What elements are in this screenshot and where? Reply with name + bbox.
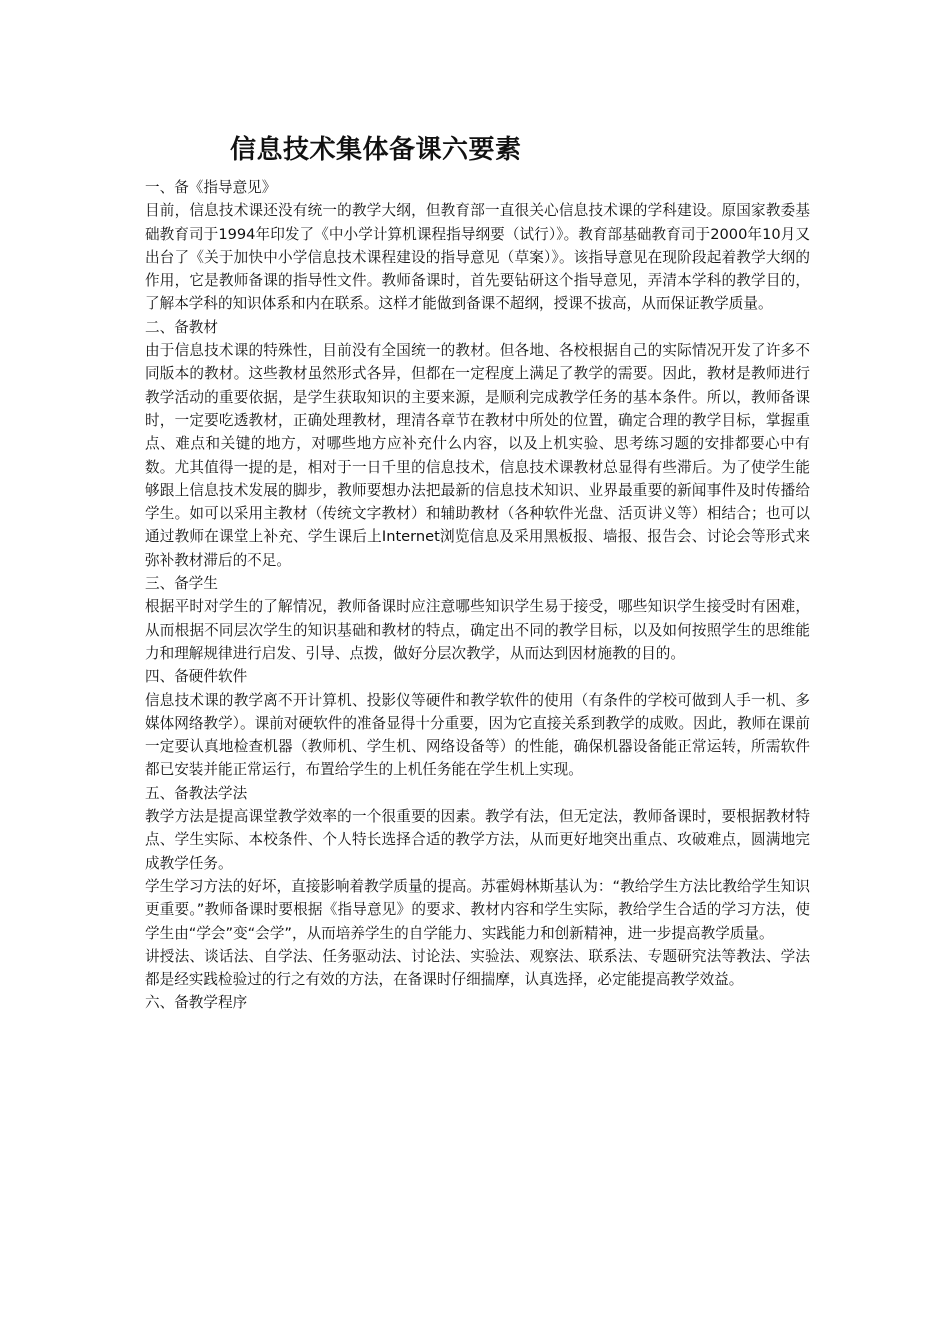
paragraph: 讲授法、谈话法、自学法、任务驱动法、讨论法、实验法、观察法、联系法、专题研究法等教法、学法都是经实践检验过的行之有效的方法，在备课时仔细揣摩，认真选择，必定能提高教学效益。 — [145, 947, 810, 989]
paragraph: 目前，信息技术课还没有统一的教学大纲，但教育部一直很关心信息技术课的学科建设。原国家教委基础教育司于1994年印发了《中小学计算机课程指导纲要（试行）》。教育部基础教育司于2000年10月又出台了《关于加快中小学信息技术课程建设的指导意见（草案）》。该指导意见在现阶段起着教学大纲的作用，它是教师备课的指导性文件。教师备课时，首先要钻研这个指导意见，弄清本学科的教学目的，了解本学科的知识体系和内在联系。这样才能做到备课不超纲，授课不拔高，从而保证教学质量。 — [145, 202, 810, 313]
document-title: 信息技术集体备课六要素 — [230, 135, 522, 165]
section-heading: 六、备教学程序 — [145, 994, 248, 1012]
section-heading: 三、备学生 — [145, 575, 218, 593]
paragraph: 教学方法是提高课堂教学效率的一个很重要的因素。教学有法，但无定法，教师备课时，要根据教材特点、学生实际、本校条件、个人特长选择合适的教学方法，从而更好地突出重点、攻破难点，圆满地完成教学任务。 — [145, 808, 810, 872]
section-heading: 五、备教法学法 — [145, 784, 248, 802]
paragraph: 由于信息技术课的特殊性，目前没有全国统一的教材。但各地、各校根据自己的实际情况开发了许多不同版本的教材。这些教材虽然形式各异，但都在一定程度上满足了教学的需要。因此，教材是教师进行教学活动的重要依据，是学生获取知识的主要来源，是顺利完成教学任务的基本条件。所以，教师备课时，一定要吃透教材，正确处理教材，理清各章节在教材中所处的位置，确定合理的教学目标，掌握重点、难点和关键的地方，对哪些地方应补充什么内容，以及上机实验、思考练习题的安排都要心中有数。尤其值得一提的是，相对于一日千里的信息技术，信息技术课教材总显得有些滞后。为了使学生能够跟上信息技术发展的脚步，教师要想办法把最新的信息技术知识、业界最重要的新闻事件及时传播给学生。如可以采用主教材（传统文字教材）和辅助教材（各种软件光盘、活页讲义等）相结合；也可以通过教师在课堂上补充、学生课后上Internet浏览信息及采用黑板报、墙报、报告会、讨论会等形式来弥补教材滞后的不足。 — [145, 342, 810, 569]
document-body — [145, 176, 810, 1015]
paragraph: 根据平时对学生的了解情况，教师备课时应注意哪些知识学生易于接受，哪些知识学生接受时有困难，从而根据不同层次学生的知识基础和教材的特点，确定出不同的教学目标，以及如何按照学生的思维能力和理解规律进行启发、引导、点拨，做好分层次教学，从而达到因材施教的目的。 — [145, 598, 810, 662]
section-heading: 一、备《指导意见》 — [145, 179, 277, 196]
section-heading: 二、备教材 — [145, 318, 218, 336]
section-heading: 四、备硬件软件 — [145, 668, 248, 686]
paragraph: 学生学习方法的好坏，直接影响着教学质量的提高。苏霍姆林斯基认为：“教给学生方法比教给学生知识更重要。”教师备课时要根据《指导意见》的要求、教材内容和学生实际，教给学生合适的学习方法，使学生由“学会”变“会学”，从而培养学生的自学能力、实践能力和创新精神，进一步提高教学质量。 — [145, 877, 810, 942]
paragraph: 信息技术课的教学离不开计算机、投影仪等硬件和教学软件的使用（有条件的学校可做到人手一机、多媒体网络教学）。课前对硬软件的准备显得十分重要，因为它直接关系到教学的成败。因此，教师在课前一定要认真地检查机器（教师机、学生机、网络设备等）的性能，确保机器设备能正常运转，所需软件都已安装并能正常运行，布置给学生的上机任务能在学生机上实现。 — [145, 691, 810, 779]
